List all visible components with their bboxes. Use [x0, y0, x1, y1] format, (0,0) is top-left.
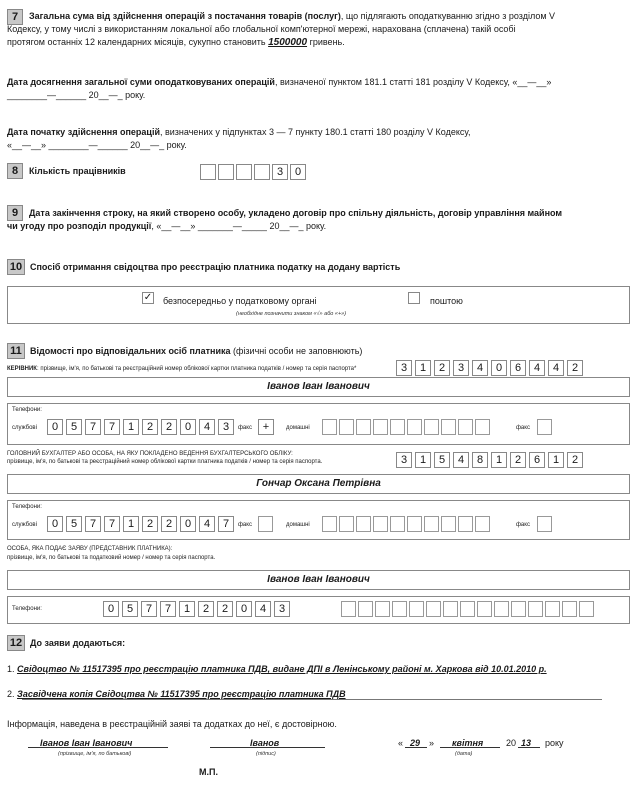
accountant-service-label: службові	[12, 522, 37, 528]
head-label-rest: : прізвище, ім'я, по батькові та реєстраційний номер облікової картки платника податків / номер та серія паспорта*	[36, 366, 357, 372]
section-8-number: 8	[7, 163, 23, 179]
representative-phone-cell[interactable]: 5	[122, 601, 138, 617]
accountant-home-phone-cell[interactable]	[407, 516, 422, 532]
attachment-number: 2.	[7, 689, 15, 699]
head-home-phone-cells	[322, 419, 492, 435]
accountant-home-phone-cell[interactable]	[441, 516, 456, 532]
head-service-label: службові	[12, 425, 37, 431]
date-start-rest: , визначених у підпунктах 3 — 7 пункту 180.1 статті 180 розділу V Кодексу,	[160, 127, 471, 137]
head-fax-cell[interactable]: +	[258, 419, 274, 435]
section-7-title: Загальна сума від здійснення операцій з постачання товарів (послуг)	[29, 11, 341, 21]
employee-count-cell[interactable]: 3	[272, 164, 288, 180]
accountant-fax2-cell[interactable]	[537, 516, 552, 532]
representative-phone-cells	[103, 601, 293, 617]
date-open-quote: «	[398, 738, 404, 748]
representative-phone2-cell[interactable]	[579, 601, 594, 617]
accountant-service-phone-cell[interactable]: 1	[123, 516, 139, 532]
representative-phone-cell[interactable]: 0	[103, 601, 119, 617]
head-label-bold: КЕРІВНИК	[7, 366, 37, 372]
section-7-line-3-pre: протягом останніх 12 календарних місяців, сукупно становить	[7, 37, 266, 47]
head-id-cell[interactable]: 1	[415, 360, 431, 376]
employee-count-cells	[200, 164, 308, 180]
head-home-phone-cell[interactable]	[458, 419, 473, 435]
accountant-service-phone-cell[interactable]: 7	[218, 516, 234, 532]
date-close-quote: »	[429, 738, 435, 748]
representative-phone2-cell[interactable]	[426, 601, 441, 617]
head-id-cell[interactable]: 4	[529, 360, 545, 376]
date-month-line	[440, 747, 500, 748]
accountant-home-phone-cell[interactable]	[390, 516, 405, 532]
signer-name-line	[28, 747, 168, 748]
accountant-label-1: ГОЛОВНИЙ БУХГАЛТЕР АБО ОСОБА, НА ЯКУ ПОКЛАДЕНО ВЕДЕННЯ БУХГАЛТЕРСЬКОГО ОБЛІКУ:	[7, 451, 293, 457]
accountant-id-cell[interactable]: 4	[453, 452, 469, 468]
accountant-home-phone-cell[interactable]	[373, 516, 388, 532]
head-home-phone-cell[interactable]	[390, 419, 405, 435]
option-in-person-label: безпосередньо у податковому органі	[163, 296, 317, 306]
head-service-phone-cells	[47, 419, 237, 435]
representative-phone-cell[interactable]: 1	[179, 601, 195, 617]
head-home-phone-cell[interactable]	[322, 419, 337, 435]
accountant-id-cell[interactable]: 5	[434, 452, 450, 468]
head-home-phone-cell[interactable]	[475, 419, 490, 435]
representative-phone2-cell[interactable]	[358, 601, 373, 617]
representative-phone-cell[interactable]: 7	[160, 601, 176, 617]
representative-phone2-cell[interactable]	[341, 601, 356, 617]
section-9-line-2-bold: чи угоду про розподіл продукції	[7, 221, 152, 231]
accountant-fax-label: факс	[238, 522, 252, 528]
representative-phone-cell[interactable]: 0	[236, 601, 252, 617]
certificate-method-hint: (необхідне позначити знаком «√» або «+»)	[236, 311, 347, 317]
representative-phone2-cell[interactable]	[375, 601, 390, 617]
accountant-home-phone-cell[interactable]	[424, 516, 439, 532]
accountant-id-cell[interactable]: 2	[510, 452, 526, 468]
date-reach-rest: , визначеної пунктом 181.1 статті 181 розділу V Кодексу, «__—__»	[274, 77, 552, 87]
accountant-id-cell[interactable]: 1	[415, 452, 431, 468]
section-11-number: 11	[7, 343, 25, 359]
head-fax2-cell[interactable]	[537, 419, 552, 435]
section-10-number: 10	[7, 259, 25, 275]
head-service-phone-cell[interactable]: 2	[142, 419, 158, 435]
head-home-phone-cell[interactable]	[407, 419, 422, 435]
representative-name-field[interactable]: Іванов Іван Іванович	[7, 570, 630, 590]
employee-count-cell[interactable]	[254, 164, 270, 180]
accountant-fax-cell[interactable]	[258, 516, 273, 532]
accountant-label-2: прізвище, ім'я, по батькові та реєстраційний номер облікової картки платника податків / номер та серія паспорта.	[7, 459, 323, 465]
representative-phone2-cell[interactable]	[460, 601, 475, 617]
date-year: 13	[521, 738, 532, 748]
section-7-number: 7	[7, 9, 23, 25]
representative-phone-cell[interactable]: 2	[217, 601, 233, 617]
total-amount: 1500000	[268, 37, 308, 48]
representative-label-2: прізвище, ім'я, по батькові та податковий номер / номер та серія паспорта.	[7, 555, 216, 561]
section-7-text-1: , що підлягають оподаткуванню згідно з розділом V	[340, 11, 556, 21]
accountant-id-cell[interactable]: 2	[567, 452, 583, 468]
accountant-service-phone-cell[interactable]: 0	[47, 516, 63, 532]
section-11-title-line	[30, 345, 362, 358]
attachment-text: Свідоцтво № 11517395 про реєстрацію платника ПДВ, видане ДПІ в Ленінському районі м. Харкова від 10.01.2010 р.	[17, 664, 547, 674]
date-day: 29	[410, 738, 421, 748]
accountant-phones-label: Телефони:	[12, 504, 42, 510]
footer-statement: Інформація, наведена в реєстраційній заяві та додатках до неї, є достовірною.	[7, 719, 337, 729]
date-year-prefix: 20	[506, 738, 517, 748]
representative-phone2-cell[interactable]	[545, 601, 560, 617]
head-service-phone-cell[interactable]: 5	[66, 419, 82, 435]
section-12-title: До заяви додаються:	[30, 638, 126, 648]
head-service-phone-cell[interactable]: 0	[47, 419, 63, 435]
section-10-title: Спосіб отримання свідоцтва про реєстрацію платника податку на додану вартість	[30, 262, 401, 272]
attachment-item	[7, 663, 635, 676]
head-home-phone-cell[interactable]	[339, 419, 354, 435]
accountant-home-phone-cell[interactable]	[339, 516, 354, 532]
representative-phone-cell[interactable]: 4	[255, 601, 271, 617]
representative-phone2-cell[interactable]	[528, 601, 543, 617]
accountant-service-phone-cell[interactable]: 4	[199, 516, 215, 532]
head-id-cell[interactable]: 4	[548, 360, 564, 376]
attachment-text: Засвідчена копія Свідоцтва № 11517395 про реєстрацію платника ПДВ	[17, 689, 346, 699]
head-service-phone-cell[interactable]: 7	[85, 419, 101, 435]
accountant-service-phone-cells	[47, 516, 237, 532]
representative-phone-cell[interactable]: 2	[198, 601, 214, 617]
date-reach-title: Дата досягнення загальної суми оподатковуваних операцій	[7, 77, 275, 87]
date-day-line	[405, 747, 427, 748]
section-9-line-2	[7, 220, 635, 233]
accountant-id-cell[interactable]: 1	[491, 452, 507, 468]
accountant-service-phone-cell[interactable]: 0	[180, 516, 196, 532]
accountant-id-cell[interactable]: 3	[396, 452, 412, 468]
head-id-cell[interactable]: 2	[434, 360, 450, 376]
head-id-cell[interactable]: 2	[567, 360, 583, 376]
section-7-line-3-post: гривень.	[309, 37, 345, 47]
accountant-id-cells	[396, 452, 586, 468]
accountant-id-cell[interactable]: 8	[472, 452, 488, 468]
stamp-place: М.П.	[199, 767, 218, 777]
date-start-line-1	[7, 126, 635, 139]
head-service-phone-cell[interactable]: 1	[123, 419, 139, 435]
section-7-line-2: Кодексу, у тому числі з використанням локальної або глобальної комп'ютерної мережі, нарахована (сплачена) такій особі	[7, 24, 516, 34]
date-caption: (дата)	[455, 751, 473, 757]
accountant-home-phone-cell[interactable]	[356, 516, 371, 532]
signature-caption: (підпис)	[256, 751, 276, 757]
section-8-title: Кількість працівників	[29, 166, 126, 176]
accountant-service-phone-cell[interactable]: 5	[66, 516, 82, 532]
accountant-service-phone-cell[interactable]: 7	[104, 516, 120, 532]
head-fax2-label: факс	[516, 425, 530, 431]
accountant-id-cell[interactable]: 6	[529, 452, 545, 468]
representative-phone-cell[interactable]: 7	[141, 601, 157, 617]
representative-phone2-cell[interactable]	[562, 601, 577, 617]
head-home-phone-cell[interactable]	[441, 419, 456, 435]
accountant-service-phone-cell[interactable]: 2	[142, 516, 158, 532]
representative-label-1: ОСОБА, ЯКА ПОДАЄ ЗАЯВУ (ПРЕДСТАВНИК ПЛАТНИКА):	[7, 546, 173, 552]
section-9-line-2-rest: , «__—__» _______—_____ 20__—_ року.	[151, 221, 327, 231]
representative-phone2-cells	[341, 601, 596, 617]
head-phones-label: Телефони:	[12, 407, 42, 413]
head-label	[7, 366, 387, 372]
representative-phone2-cell[interactable]	[409, 601, 424, 617]
employee-count-cell[interactable]	[218, 164, 234, 180]
section-7-line-3	[7, 36, 635, 49]
option-in-person-checkbox[interactable]	[142, 292, 154, 304]
accountant-home-phone-cell[interactable]	[475, 516, 490, 532]
head-id-cells	[396, 360, 586, 376]
accountant-name-field[interactable]: Гончар Оксана Петрівна	[7, 474, 630, 494]
date-month: квітня	[452, 738, 484, 748]
head-id-cell[interactable]: 0	[491, 360, 507, 376]
accountant-home-label: домашні	[286, 522, 310, 528]
head-service-phone-cell[interactable]: 0	[180, 419, 196, 435]
attachment-underline	[22, 699, 602, 700]
head-service-phone-cell[interactable]: 7	[104, 419, 120, 435]
date-start-line-2: «__—__» ________—______ 20__—_ року.	[7, 140, 187, 150]
accountant-home-phone-cells	[322, 516, 492, 532]
date-year-suffix: року	[545, 738, 564, 748]
signature: Іванов	[250, 738, 280, 748]
representative-phone-cell[interactable]: 3	[274, 601, 290, 617]
head-home-phone-cell[interactable]	[356, 419, 371, 435]
date-reach-line-2: ________—______ 20__—_ року.	[7, 90, 146, 100]
head-service-phone-cell[interactable]: 2	[161, 419, 177, 435]
section-12-number: 12	[7, 635, 25, 651]
head-service-phone-cell[interactable]: 3	[218, 419, 234, 435]
check-mark-icon: ✓	[143, 292, 153, 303]
option-by-mail-checkbox[interactable]	[408, 292, 420, 304]
date-start-title: Дата початку здійснення операцій	[7, 127, 160, 137]
head-service-phone-cell[interactable]: 4	[199, 419, 215, 435]
section-9-number: 9	[7, 205, 23, 221]
accountant-fax2-label: факс	[516, 522, 530, 528]
accountant-service-phone-cell[interactable]: 2	[161, 516, 177, 532]
representative-phone2-cell[interactable]	[494, 601, 509, 617]
head-home-phone-cell[interactable]	[373, 419, 388, 435]
signer-name-caption: (прізвище, ім'я, по батькові)	[58, 751, 132, 757]
representative-phone2-cell[interactable]	[392, 601, 407, 617]
signer-name: Іванов Іван Іванович	[40, 738, 133, 748]
section-11-subtitle: (фізичні особи не заповнюють)	[230, 346, 363, 356]
employee-count-cell[interactable]	[200, 164, 216, 180]
head-id-cell[interactable]: 4	[472, 360, 488, 376]
attachment-number: 1.	[7, 664, 15, 674]
employee-count-cell[interactable]: 0	[290, 164, 306, 180]
head-fax-label: факс	[238, 425, 252, 431]
representative-phone2-cell[interactable]	[443, 601, 458, 617]
representative-phone2-cell[interactable]	[477, 601, 492, 617]
head-id-cell[interactable]: 6	[510, 360, 526, 376]
representative-phone2-cell[interactable]	[511, 601, 526, 617]
employee-count-cell[interactable]	[236, 164, 252, 180]
section-9-title: Дата закінчення строку, на який створено особу, укладено договір про спільну діяльність, договір управління майном	[29, 208, 563, 218]
head-home-label: домашні	[286, 425, 310, 431]
accountant-home-phone-cell[interactable]	[458, 516, 473, 532]
head-name-field[interactable]: Іванов Іван Іванович	[7, 377, 630, 397]
option-by-mail-label: поштою	[430, 296, 463, 306]
date-year-line	[518, 747, 540, 748]
representative-phones-label: Телефони:	[12, 606, 42, 612]
signature-line	[210, 747, 325, 748]
section-7-text	[29, 10, 635, 23]
head-home-phone-cell[interactable]	[424, 419, 439, 435]
date-reach-line-1	[7, 76, 635, 89]
head-id-cell[interactable]: 3	[396, 360, 412, 376]
accountant-id-cell[interactable]: 1	[548, 452, 564, 468]
certificate-method-frame	[7, 286, 630, 324]
accountant-home-phone-cell[interactable]	[322, 516, 337, 532]
head-id-cell[interactable]: 3	[453, 360, 469, 376]
section-11-title: Відомості про відповідальних осіб платника	[30, 346, 231, 356]
accountant-service-phone-cell[interactable]: 7	[85, 516, 101, 532]
